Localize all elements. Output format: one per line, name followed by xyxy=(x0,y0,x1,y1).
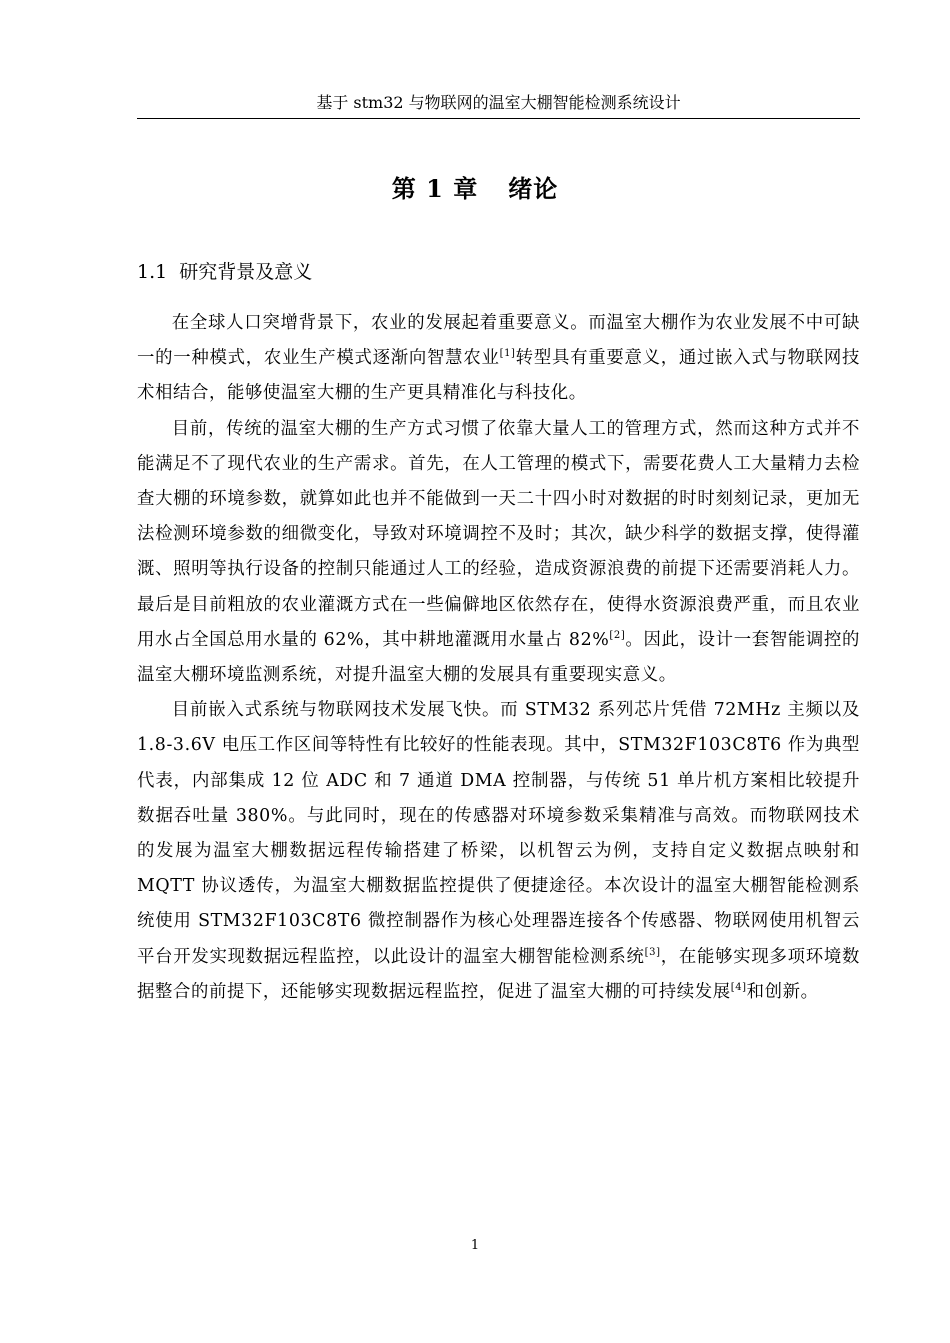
header-rule xyxy=(137,118,860,119)
paragraph-text: 和创新。 xyxy=(746,981,819,1002)
paragraph xyxy=(137,693,860,1010)
paragraph xyxy=(137,412,860,694)
paragraph-text: 转型具有重要意义，通过嵌入式与物联网技术相结合，能够使温室大棚的生产更具精准化与科技化。 xyxy=(137,348,860,404)
section-number: 1.1 xyxy=(137,261,168,283)
paragraph-text: ，在能够实现多项环境数据整合的前提下，还能够实现数据远程监控，促进了温室大棚的可持续发展 xyxy=(137,946,860,1002)
paragraph-text: 。因此，设计一套智能调控的温室大棚环境监测系统，对提升温室大棚的发展具有重要现实意义。 xyxy=(137,629,861,686)
chapter-label: 第 1 章 xyxy=(391,174,479,203)
citation: [2] xyxy=(609,630,626,642)
body-text xyxy=(137,306,860,1010)
section-title: 研究背景及意义 xyxy=(179,261,313,283)
paragraph-text: 目前嵌入式系统与物联网技术发展飞快。而 STM32 系列芯片凭借 72MHz 主频以及 1.8-3.6V 电压工作区间等特性有比较好的性能表现。其中，STM32F103C8T6 作为典型代表，内部集成 12 位 ADC 和 7 通道 DMA 控制器，与传统 51 单片机方案相比较提升数据吞吐量 380%。与此同时，现在的传感器对环境参数采集精准与高效。而物联网技术的发展为温室大棚数据远程传输搭建了桥梁，以机智云为例，支持自定义数据点映射和 MQTT 协议透传，为温室大棚数据监控提供了便捷途径。本次设计的温室大棚智能检测系统使用 STM32F103C8T6 微控制器作为核心处理器连接各个传感器、物联网使用机智云平台开发实现数据远程监控，以此设计的温室大棚智能检测系统 xyxy=(137,700,860,967)
citation: [1] xyxy=(499,348,516,360)
chapter-title xyxy=(0,170,950,208)
citation: [4] xyxy=(730,982,747,994)
chapter-name: 绪论 xyxy=(508,174,559,203)
section-heading xyxy=(137,257,312,287)
citation: [3] xyxy=(644,946,661,958)
page-number: 1 xyxy=(470,1238,480,1253)
paragraph-text: 在全球人口突增背景下，农业的发展起着重要意义。而温室大棚作为农业发展不中可缺一的一种模式，农业生产模式逐渐向智慧农业 xyxy=(137,313,860,369)
running-header: 基于 stm32 与物联网的温室大棚智能检测系统设计 xyxy=(316,93,681,112)
paragraph-text: 目前，传统的温室大棚的生产方式习惯了依靠大量人工的管理方式，然而这种方式并不能满足不了现代农业的生产需求。首先，在人工管理的模式下，需要花费人工大量精力去检查大棚的环境参数，就算如此也并不能做到一天二十四小时对数据的时时刻刻记录，更加无法检测环境参数的细微变化，导致对环境调控不及时；其次，缺少科学的数据支撑，使得灌溉、照明等执行设备的控制只能通过人工的经验，造成资源浪费的前提下还需要消耗人力。最后是目前粗放的农业灌溉方式在一些偏僻地区依然存在，使得水资源浪费严重，而且农业用水占全国总用水量的 62%，其中耕地灌溉用水量占 82% xyxy=(137,418,860,650)
paragraph xyxy=(137,306,860,412)
